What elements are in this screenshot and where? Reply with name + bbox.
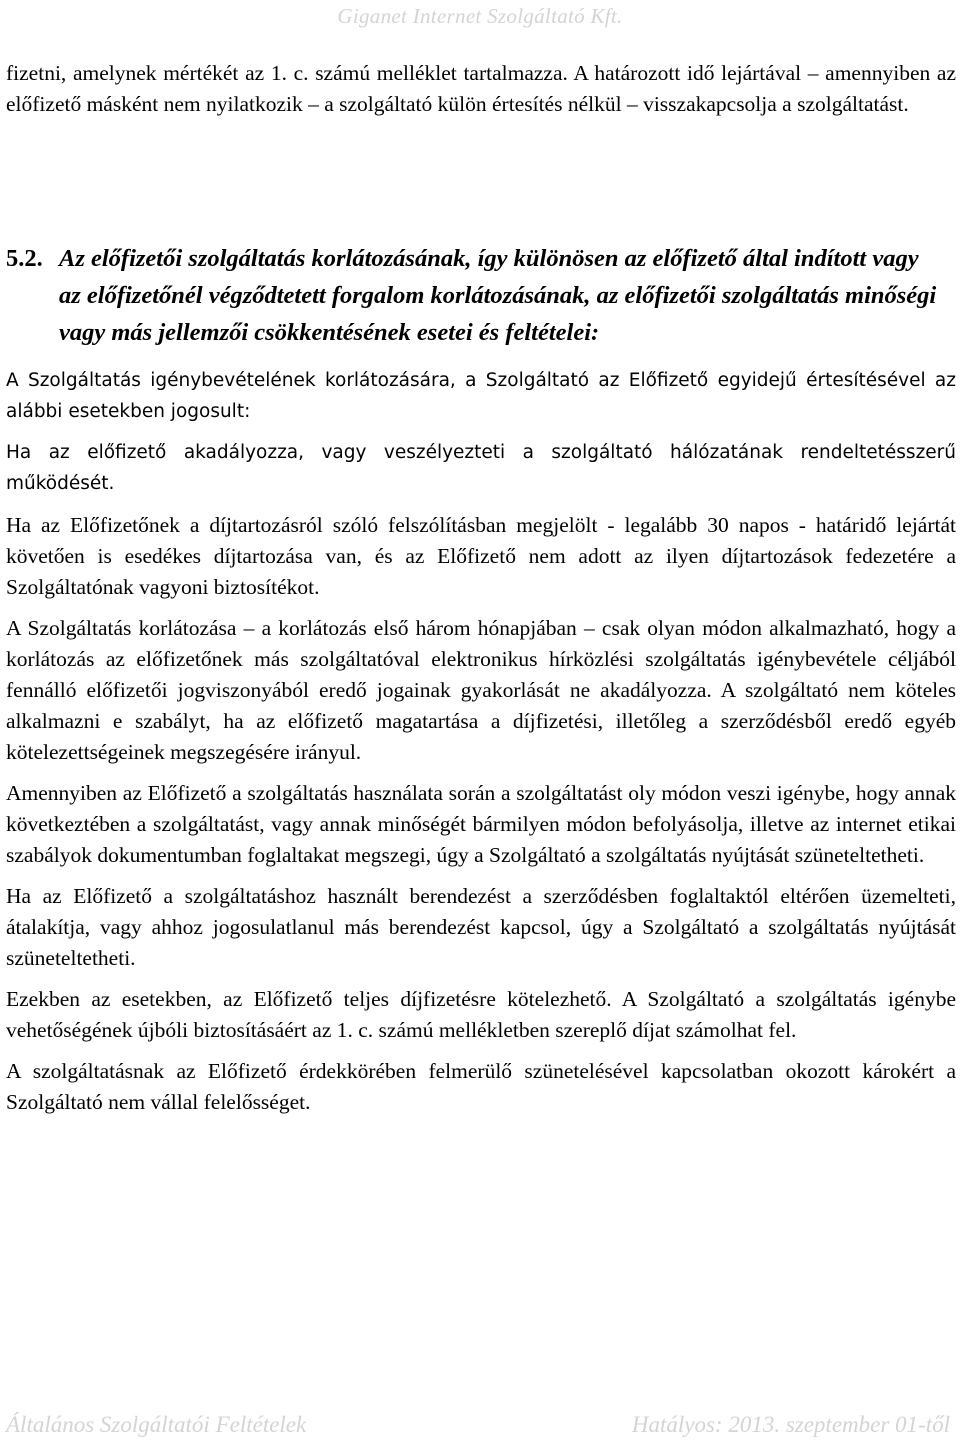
footer-document-title: Általános Szolgáltatói Feltételek	[6, 1412, 307, 1437]
footer-effective-date: Hatályos: 2013. szeptember 01-től	[631, 1412, 950, 1437]
paragraph-equipment: Ha az Előfizető a szolgáltatáshoz használt berendezést a szerződésben foglaltaktól eltérően üzemelteti, átalakítja, vagy ahhoz jogosulatlanul más berendezést kapcsol, úgy a Szolgáltató a szolgáltatás nyújtását szüneteltetheti.	[6, 884, 956, 970]
section-title: Az előfizetői szolgáltatás korlátozásának, így különösen az előfizető által indított vagy az előfizetőnél végződtetett forgalom korlátozásának, az előfizetői szolgáltatás minőségi vagy más jellemzői csökkentésének esetei és feltételei:	[59, 245, 937, 346]
paragraph-fee-debt: Ha az Előfizetőnek a díjtartozásról szóló felszólításban megjelölt - legalább 30 napos - határidő lejártát követően is esedékes díjtartozása van, és az Előfizető nem adott az ilyen díjtartozások fedezetére a Szolgáltatónak vagyoni biztosítékot.	[6, 513, 956, 599]
paragraph-misuse: Amennyiben az Előfizető a szolgáltatás használata során a szolgáltatást oly módon veszi igénybe, hogy annak következtében a szolgáltatást, vagy annak minőségét bármilyen módon befolyásolja, illetve az internet etikai szabályok dokumentumban foglaltakat megszegi, úgy a Szolgáltató a szolgáltatás nyújtását szüneteltetheti.	[6, 781, 956, 867]
paragraph-restriction-manner: A Szolgáltatás korlátozása – a korlátozás első három hónapjában – csak olyan módon alkalmazható, hogy a korlátozás az előfizetőnek más szolgáltatóval elektronikus hírközlési szolgáltatás igénybevétele céljából fennálló előfizetői jogviszonyából eredő jogainak gyakorlását ne akadályozza. A szolgáltató nem köteles alkalmazni e szabályt, ha az előfizető magatartása a díjfizetési, illetőleg a szerződésből eredő egyéb kötelezettségeinek megszegésére irányul.	[6, 616, 956, 764]
paragraph-restriction-intro: A Szolgáltatás igénybevételének korlátozására, a Szolgáltató az Előfizető egyidejű értesítésével az alábbi esetekben jogosult:	[6, 370, 956, 422]
intro-paragraph: fizetni, amelynek mértékét az 1. c. számú melléklet tartalmazza. A határozott idő lejártával – amennyiben az előfizető másként nem nyilatkozik – a szolgáltató külön értesítés nélkül – visszakapcsolja a szolgáltatást.	[6, 61, 956, 116]
section-heading	[6, 120, 956, 351]
section-number: 5.2.	[6, 245, 43, 272]
document-body	[6, 58, 956, 1118]
page-footer	[6, 1412, 950, 1438]
paragraph-network-obstruction: Ha az előfizető akadályozza, vagy veszélyezteti a szolgáltató hálózatának rendeltetésszerű működését.	[6, 442, 956, 494]
paragraph-liability: A szolgáltatásnak az Előfizető érdekkörében felmerülő szünetelésével kapcsolatban okozott károkért a Szolgáltató nem vállal felelősséget.	[6, 1059, 956, 1114]
page-header-company: Giganet Internet Szolgáltató Kft.	[337, 4, 623, 28]
paragraph-fees: Ezekben az esetekben, az Előfizető teljes díjfizetésre kötelezhető. A Szolgáltató a szolgáltatás igénybe vehetőségének újbóli biztosításáért az 1. c. számú mellékletben szereplő díjat számolhat fel.	[6, 987, 956, 1042]
